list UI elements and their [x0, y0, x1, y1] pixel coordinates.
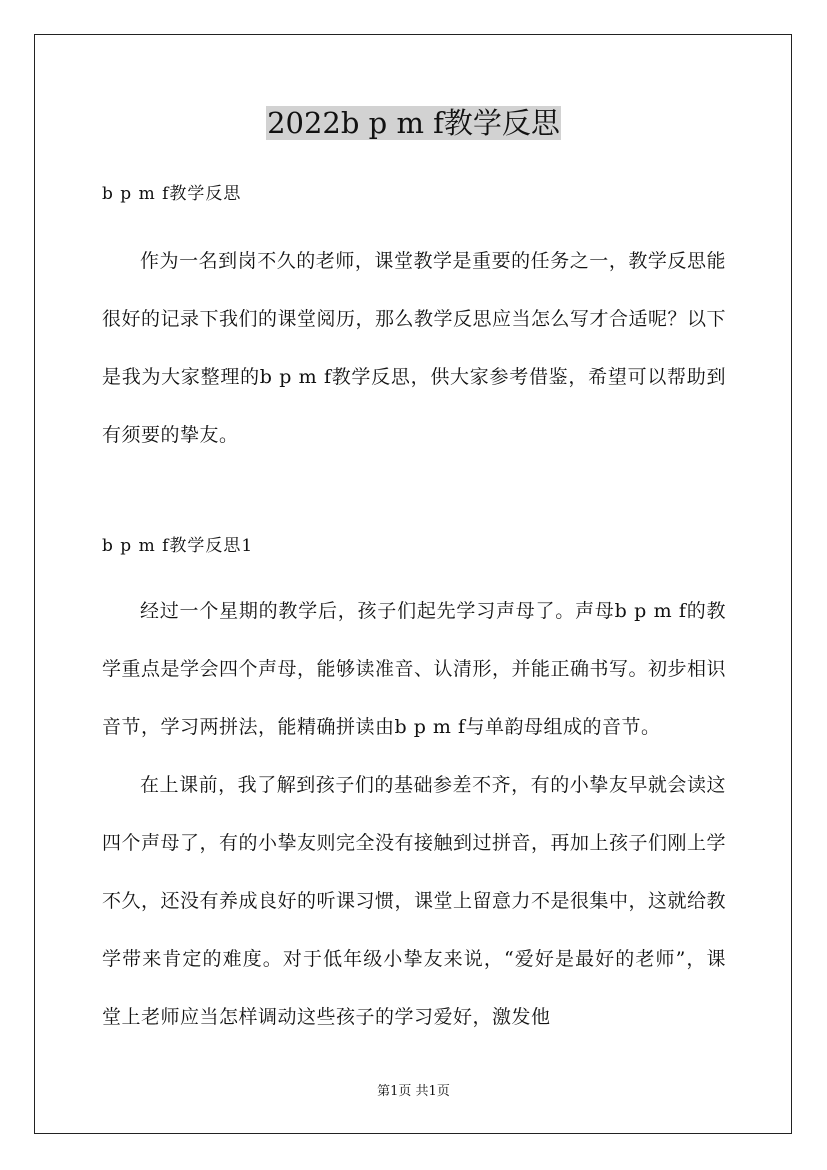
section1-paragraph-1: 经过一个星期的教学后，孩子们起先学习声母了。声母b p m f的教学重点是学会四个声母，能够读准音、认清形，并能正确书写。初步相识音节，学习两拼法，能精确拼读由b p m f与单韵母组成的音节。	[102, 600, 727, 738]
section1-heading: b p m f教学反思1	[102, 536, 254, 556]
document-body	[102, 174, 726, 1046]
intro-paragraph: 作为一名到岗不久的老师，课堂教学是重要的任务之一，教学反思能很好的记录下我们的课堂阅历，那么教学反思应当怎么写才合适呢？以下是我为大家整理的b p m f教学反思，供大家参考借鉴，希望可以帮助到有须要的挚友。	[102, 250, 727, 446]
page-footer: 第1页 共1页	[377, 1084, 450, 1099]
document-title	[0, 104, 827, 142]
section1-paragraph-2: 在上课前，我了解到孩子们的基础参差不齐，有的小挚友早就会读这四个声母了，有的小挚友则完全没有接触到过拼音，再加上孩子们刚上学不久，还没有养成良好的听课习惯，课堂上留意力不是很集中，这就给教学带来肯定的难度。对于低年级小挚友来说，“爱好是最好的老师”，课堂上老师应当怎样调动这些孩子的学习爱好，激发他	[102, 774, 727, 1028]
document-title-text: 2022b p m f教学反思	[267, 106, 560, 140]
section-spacer	[102, 464, 726, 526]
intro-heading: b p m f教学反思	[102, 184, 242, 204]
